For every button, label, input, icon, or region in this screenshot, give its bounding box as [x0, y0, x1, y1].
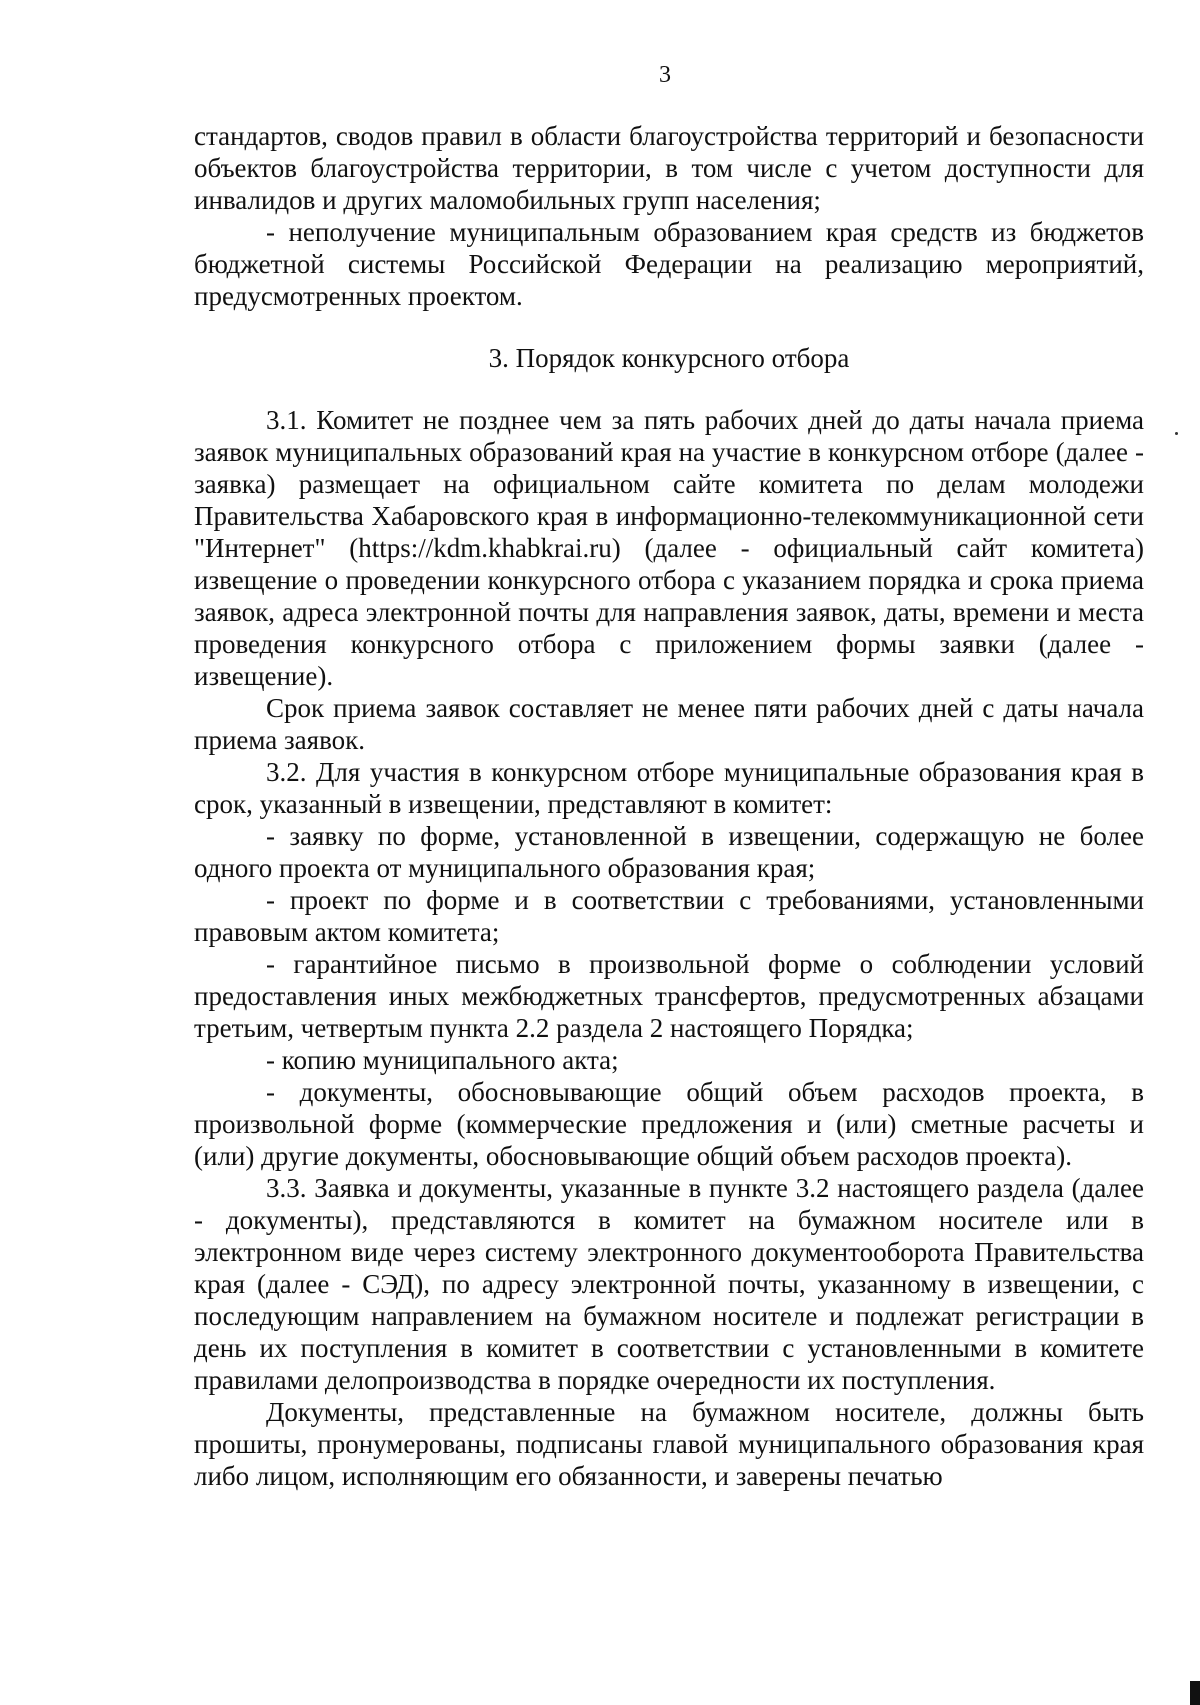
paragraph-continuation: стандартов, сводов правил в области благоустройства территорий и безопасности объектов благоустройства территории, в том числе с учетом доступности для инвалидов и других маломобильных групп населения; — [194, 121, 1144, 215]
section-heading: 3. Порядок конкурсного отбора — [488, 343, 850, 373]
page-number: 3 — [659, 62, 671, 88]
paragraph-list-item: - проект по форме и в соответствии с требованиями, установленными правовым актом комитета; — [194, 885, 1144, 947]
paragraph-clause-3-2: 3.2. Для участия в конкурсном отборе муниципальные образования края в срок, указанный в извещении, представляют в комитет: — [194, 757, 1144, 819]
scan-dot-mark — [1175, 432, 1178, 435]
paragraph-list-item: - гарантийное письмо в произвольной форме о соблюдении условий предоставления иных межбюджетных трансфертов, предусмотренных абзацами третьим, четвертым пункта 2.2 раздела 2 настоящего Порядка; — [194, 949, 1144, 1043]
paragraph-list-item: - неполучение муниципальным образованием края средств из бюджетов бюджетной системы Российской Федерации на реализацию мероприятий, предусмотренных проектом. — [194, 217, 1144, 311]
scan-edge-mark — [1190, 1681, 1200, 1705]
paragraph-list-item: - копию муниципального акта; — [266, 1045, 619, 1075]
paragraph-clause-3-1: 3.1. Комитет не позднее чем за пять рабочих дней до даты начала приема заявок муниципальных образований края на участие в конкурсном отборе (далее - заявка) размещает на официальном сайте комитета по делам молодежи Правительства Хабаровского края в информационно-телекоммуникационной сети "Интернет" (https://kdm.khabkrai.ru) (далее - официальный сайт комитета) извещение о проведении конкурсного отбора с указанием порядка и срока приема заявок, адреса электронной почты для направления заявок, даты, времени и места проведения конкурсного отбора с приложением формы заявки (далее - извещение). — [194, 405, 1144, 691]
paragraph-clause-3-3: 3.3. Заявка и документы, указанные в пункте 3.2 настоящего раздела (далее - документы), представляются в комитет на бумажном носителе или в электронном виде через систему электронного документооборота Правительства края (далее - СЭД), по адресу электронной почты, указанному в извещении, с последующим направлением на бумажном носителе и подлежат регистрации в день их поступления в комитет в соответствии с установленными в комитете правилами делопроизводства в порядке очередности их поступления. — [194, 1173, 1144, 1395]
paragraph-list-item: - заявку по форме, установленной в извещении, содержащую не более одного проекта от муниципального образования края; — [194, 821, 1144, 883]
paragraph-list-item: - документы, обосновывающие общий объем расходов проекта, в произвольной форме (коммерческие предложения и (или) сметные расчеты и (или) другие документы, обосновывающие общий объем расходов проекта). — [194, 1077, 1144, 1171]
paragraph-deadline: Срок приема заявок составляет не менее пяти рабочих дней с даты начала приема заявок. — [194, 693, 1144, 755]
paragraph-documents: Документы, представленные на бумажном носителе, должны быть прошиты, пронумерованы, подписаны главой муниципального образования края либо лицом, исполняющим его обязанности, и заверены печатью — [194, 1397, 1144, 1491]
document-body — [194, 120, 1144, 1492]
